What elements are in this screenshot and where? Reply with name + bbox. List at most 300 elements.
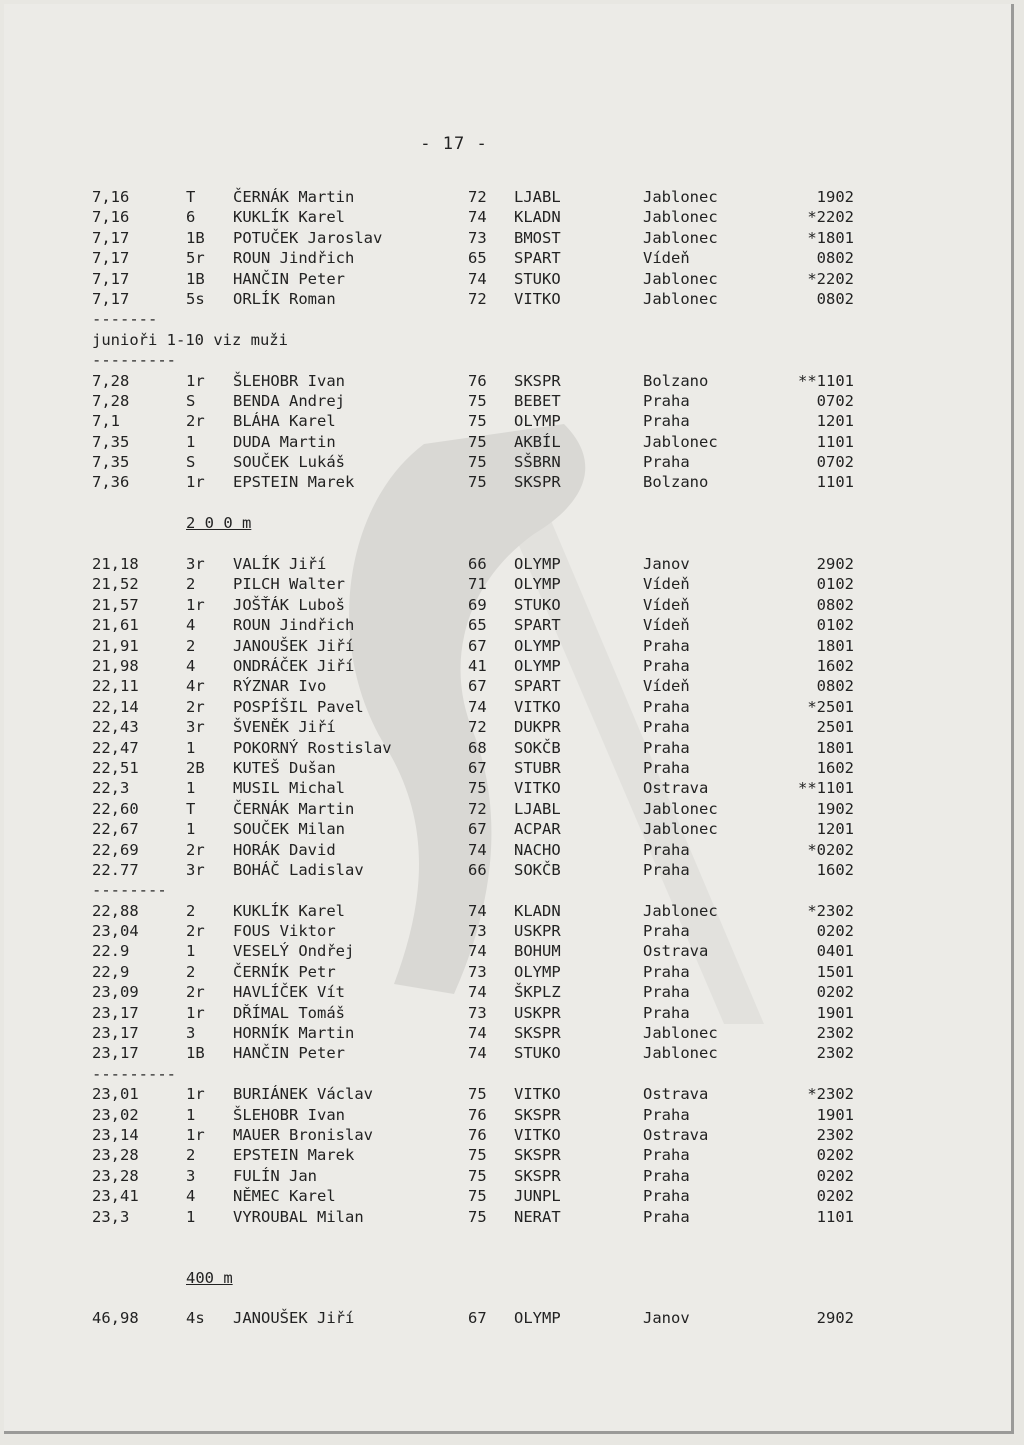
meet-city: Vídeň xyxy=(643,616,690,635)
athlete-name: ČERNÁK Martin xyxy=(233,799,355,818)
spacer xyxy=(92,1247,862,1267)
meet-city: Praha xyxy=(643,636,690,655)
athlete-name: SOUČEK Lukáš xyxy=(233,453,345,472)
meet-date: *2501 xyxy=(807,697,854,716)
meet-city: Jablonec xyxy=(643,269,718,288)
result-place: 1r xyxy=(186,595,205,614)
meet-city: Vídeň xyxy=(643,595,690,614)
birth-year: 73 xyxy=(468,228,487,247)
meet-city: Jablonec xyxy=(643,188,718,206)
athlete-name: VALÍK Jiří xyxy=(233,555,327,574)
birth-year: 72 xyxy=(468,188,487,206)
result-row xyxy=(92,1084,862,1104)
meet-city: Praha xyxy=(643,1166,690,1185)
result-place: 4 xyxy=(186,656,196,675)
meet-city: Praha xyxy=(643,758,690,777)
result-row xyxy=(92,1186,862,1206)
birth-year: 74 xyxy=(468,840,487,859)
club-code: KLADN xyxy=(514,901,561,920)
result-row xyxy=(92,269,862,289)
birth-year: 75 xyxy=(468,412,487,431)
athlete-name: PILCH Walter xyxy=(233,575,345,594)
meet-city: Praha xyxy=(643,391,690,410)
meet-city: Ostrava xyxy=(643,1125,709,1144)
result-place: 2 xyxy=(186,575,196,594)
birth-year: 66 xyxy=(468,860,487,879)
club-code: OLYMP xyxy=(514,412,561,431)
result-row xyxy=(92,615,862,635)
result-place: 2r xyxy=(186,922,205,941)
result-place: T xyxy=(186,188,196,206)
birth-year: 74 xyxy=(468,208,487,227)
result-place: 4 xyxy=(186,1187,196,1206)
result-row xyxy=(92,738,862,758)
meet-date: 1801 xyxy=(816,738,854,757)
meet-date: 2302 xyxy=(816,1024,854,1043)
result-row xyxy=(92,901,862,921)
result-time: 23,01 xyxy=(92,1085,139,1104)
result-place: 1r xyxy=(186,371,205,390)
birth-year: 68 xyxy=(468,738,487,757)
result-place: 2r xyxy=(186,412,205,431)
athlete-name: JOŠŤÁK Luboš xyxy=(233,595,345,614)
result-row xyxy=(92,921,862,941)
athlete-name: KUKLÍK Karel xyxy=(233,901,345,920)
result-time: 22.77 xyxy=(92,860,139,879)
result-row xyxy=(92,941,862,961)
meet-date: 1101 xyxy=(816,432,854,451)
dash-separator: --------- xyxy=(92,1064,176,1083)
meet-city: Jablonec xyxy=(643,1044,718,1063)
result-time: 23,02 xyxy=(92,1105,139,1124)
meet-date: 0802 xyxy=(816,677,854,696)
result-place: 6 xyxy=(186,208,196,227)
result-row xyxy=(92,697,862,717)
result-place: 2B xyxy=(186,758,205,777)
athlete-name: VYROUBAL Milan xyxy=(233,1207,364,1226)
meet-date: 2302 xyxy=(816,1125,854,1144)
meet-city: Praha xyxy=(643,1187,690,1206)
result-time: 22,51 xyxy=(92,758,139,777)
result-place: 2 xyxy=(186,962,196,981)
result-time: 22.9 xyxy=(92,942,130,961)
athlete-name: JANOUŠEK Jiří xyxy=(233,636,355,655)
result-place: 1r xyxy=(186,1003,205,1022)
birth-year: 73 xyxy=(468,922,487,941)
meet-date: 1101 xyxy=(816,473,854,492)
result-place: 1 xyxy=(186,942,196,961)
meet-date: 1501 xyxy=(816,962,854,981)
result-place: 4s xyxy=(186,1309,205,1328)
result-time: 21,18 xyxy=(92,555,139,574)
result-row xyxy=(92,207,862,227)
athlete-name: ONDRÁČEK Jiří xyxy=(233,656,355,675)
result-place: 1B xyxy=(186,228,205,247)
club-code: SPART xyxy=(514,677,561,696)
club-code: OLYMP xyxy=(514,656,561,675)
athlete-name: POKORNÝ Rostislav xyxy=(233,738,392,757)
club-code: ACPAR xyxy=(514,820,561,839)
meet-city: Jablonec xyxy=(643,799,718,818)
result-time: 46,98 xyxy=(92,1309,139,1328)
results-list xyxy=(92,187,862,1329)
birth-year: 66 xyxy=(468,555,487,574)
meet-city: Vídeň xyxy=(643,677,690,696)
birth-year: 72 xyxy=(468,718,487,737)
result-place: 1 xyxy=(186,738,196,757)
birth-year: 69 xyxy=(468,595,487,614)
athlete-name: POTUČEK Jaroslav xyxy=(233,228,383,247)
meet-city: Praha xyxy=(643,1105,690,1124)
meet-date: 0102 xyxy=(816,616,854,635)
meet-date: 1101 xyxy=(816,1207,854,1226)
result-time: 22,60 xyxy=(92,799,139,818)
result-row xyxy=(92,1003,862,1023)
club-code: VITKO xyxy=(514,779,561,798)
birth-year: 73 xyxy=(468,1003,487,1022)
meet-city: Praha xyxy=(643,738,690,757)
result-row xyxy=(92,860,862,880)
club-code: OLYMP xyxy=(514,636,561,655)
result-row xyxy=(92,962,862,982)
result-row xyxy=(92,1308,862,1328)
athlete-name: HORÁK David xyxy=(233,840,336,859)
birth-year: 71 xyxy=(468,575,487,594)
result-place: T xyxy=(186,799,196,818)
result-place: 5s xyxy=(186,289,205,308)
meet-date: 1902 xyxy=(816,799,854,818)
result-place: 3r xyxy=(186,860,205,879)
result-row xyxy=(92,778,862,798)
birth-year: 41 xyxy=(468,656,487,675)
meet-city: Janov xyxy=(643,555,690,574)
result-row xyxy=(92,574,862,594)
birth-year: 74 xyxy=(468,269,487,288)
result-row xyxy=(92,1043,862,1063)
result-time: 7,17 xyxy=(92,249,130,268)
meet-date: 2501 xyxy=(816,718,854,737)
result-row xyxy=(92,982,862,1002)
meet-date: 2902 xyxy=(816,1309,854,1328)
meet-date: 0202 xyxy=(816,983,854,1002)
meet-city: Jablonec xyxy=(643,289,718,308)
meet-date: 0202 xyxy=(816,1166,854,1185)
result-time: 21,61 xyxy=(92,616,139,635)
club-code: VITKO xyxy=(514,1125,561,1144)
club-code: OLYMP xyxy=(514,962,561,981)
meet-date: 1201 xyxy=(816,820,854,839)
birth-year: 67 xyxy=(468,820,487,839)
result-time: 21,98 xyxy=(92,656,139,675)
result-place: 2 xyxy=(186,636,196,655)
meet-date: 0102 xyxy=(816,575,854,594)
result-place: 4 xyxy=(186,616,196,635)
meet-city: Jablonec xyxy=(643,208,718,227)
club-code: BOHUM xyxy=(514,942,561,961)
club-code: SPART xyxy=(514,616,561,635)
meet-date: 1901 xyxy=(816,1105,854,1124)
result-place: 4r xyxy=(186,677,205,696)
meet-date: 0802 xyxy=(816,595,854,614)
athlete-name: RÝZNAR Ivo xyxy=(233,677,327,696)
result-time: 22,69 xyxy=(92,840,139,859)
result-place: 3r xyxy=(186,718,205,737)
club-code: SOKČB xyxy=(514,738,561,757)
section-note: junioři 1-10 viz muži xyxy=(92,330,288,349)
result-time: 23,14 xyxy=(92,1125,139,1144)
document-page xyxy=(4,4,1014,1434)
meet-date: 1801 xyxy=(816,636,854,655)
meet-date: 0802 xyxy=(816,249,854,268)
result-row xyxy=(92,187,862,207)
club-code: STUKO xyxy=(514,269,561,288)
result-place: 1r xyxy=(186,473,205,492)
result-place: 1r xyxy=(186,1085,205,1104)
club-code: STUKO xyxy=(514,1044,561,1063)
result-place: 2r xyxy=(186,840,205,859)
club-code: JUNPL xyxy=(514,1187,561,1206)
birth-year: 76 xyxy=(468,371,487,390)
club-code: AKBÍL xyxy=(514,432,561,451)
result-row xyxy=(92,472,862,492)
meet-date: 1201 xyxy=(816,412,854,431)
birth-year: 75 xyxy=(468,1187,487,1206)
birth-year: 75 xyxy=(468,432,487,451)
result-place: 2r xyxy=(186,697,205,716)
meet-city: Praha xyxy=(643,962,690,981)
result-row xyxy=(92,595,862,615)
club-code: SŠBRN xyxy=(514,453,561,472)
spacer xyxy=(92,493,862,513)
meet-city: Praha xyxy=(643,1146,690,1165)
athlete-name: HANČIN Peter xyxy=(233,1044,345,1063)
birth-year: 73 xyxy=(468,962,487,981)
result-time: 22,67 xyxy=(92,820,139,839)
meet-date: 1901 xyxy=(816,1003,854,1022)
result-place: 1 xyxy=(186,820,196,839)
birth-year: 75 xyxy=(468,453,487,472)
result-place: 1 xyxy=(186,1207,196,1226)
athlete-name: EPSTEIN Marek xyxy=(233,473,355,492)
result-row xyxy=(92,371,862,391)
meet-date: **1101 xyxy=(798,779,854,798)
meet-date: 0202 xyxy=(816,922,854,941)
result-time: 22,47 xyxy=(92,738,139,757)
club-code: BMOST xyxy=(514,228,561,247)
athlete-name: MAUER Bronislav xyxy=(233,1125,373,1144)
dash-separator: --------- xyxy=(92,351,176,370)
athlete-name: DUDA Martin xyxy=(233,432,336,451)
club-code: STUKO xyxy=(514,595,561,614)
athlete-name: VESELÝ Ondřej xyxy=(233,942,355,961)
athlete-name: BURIÁNEK Václav xyxy=(233,1085,373,1104)
athlete-name: BLÁHA Karel xyxy=(233,412,336,431)
result-row xyxy=(92,799,862,819)
club-code: NACHO xyxy=(514,840,561,859)
athlete-name: ŠLEHOBR Ivan xyxy=(233,371,345,390)
page-number: - 17 - xyxy=(420,134,488,154)
result-row xyxy=(92,676,862,696)
birth-year: 74 xyxy=(468,983,487,1002)
result-time: 7,17 xyxy=(92,289,130,308)
meet-date: 1602 xyxy=(816,860,854,879)
athlete-name: ČERNÁK Martin xyxy=(233,188,355,206)
meet-city: Ostrava xyxy=(643,942,709,961)
result-place: 2r xyxy=(186,983,205,1002)
result-row xyxy=(92,391,862,411)
meet-city: Ostrava xyxy=(643,779,709,798)
result-time: 23,09 xyxy=(92,983,139,1002)
club-code: NERAT xyxy=(514,1207,561,1226)
result-row xyxy=(92,840,862,860)
result-time: 23,17 xyxy=(92,1024,139,1043)
meet-date: 1602 xyxy=(816,656,854,675)
birth-year: 67 xyxy=(468,636,487,655)
birth-year: 75 xyxy=(468,1146,487,1165)
meet-date: *2302 xyxy=(807,1085,854,1104)
birth-year: 76 xyxy=(468,1105,487,1124)
athlete-name: FOUS Viktor xyxy=(233,922,336,941)
result-time: 22,9 xyxy=(92,962,130,981)
athlete-name: EPSTEIN Marek xyxy=(233,1146,355,1165)
birth-year: 75 xyxy=(468,391,487,410)
meet-city: Praha xyxy=(643,718,690,737)
result-time: 7,35 xyxy=(92,432,130,451)
athlete-name: ČERNÍK Petr xyxy=(233,962,336,981)
birth-year: 74 xyxy=(468,697,487,716)
result-place: 1 xyxy=(186,432,196,451)
result-time: 7,28 xyxy=(92,371,130,390)
club-code: VITKO xyxy=(514,697,561,716)
birth-year: 67 xyxy=(468,677,487,696)
meet-city: Praha xyxy=(643,983,690,1002)
result-row xyxy=(92,1166,862,1186)
athlete-name: ORLÍK Roman xyxy=(233,289,336,308)
meet-date: 0202 xyxy=(816,1146,854,1165)
result-row xyxy=(92,656,862,676)
club-code: USKPR xyxy=(514,1003,561,1022)
club-code: SKSPR xyxy=(514,1146,561,1165)
club-code: SKSPR xyxy=(514,371,561,390)
birth-year: 65 xyxy=(468,616,487,635)
athlete-name: HAVLÍČEK Vít xyxy=(233,983,345,1002)
birth-year: 75 xyxy=(468,1166,487,1185)
result-row xyxy=(92,1145,862,1165)
meet-city: Bolzano xyxy=(643,473,709,492)
meet-city: Praha xyxy=(643,453,690,472)
meet-city: Praha xyxy=(643,697,690,716)
meet-city: Bolzano xyxy=(643,371,709,390)
meet-city: Praha xyxy=(643,1207,690,1226)
athlete-name: ROUN Jindřich xyxy=(233,616,355,635)
meet-date: *1801 xyxy=(807,228,854,247)
meet-date: **1101 xyxy=(798,371,854,390)
athlete-name: NĚMEC Karel xyxy=(233,1187,336,1206)
birth-year: 76 xyxy=(468,1125,487,1144)
birth-year: 72 xyxy=(468,289,487,308)
meet-date: *2202 xyxy=(807,208,854,227)
result-time: 7,1 xyxy=(92,412,120,431)
spacer xyxy=(92,1288,862,1308)
meet-city: Jablonec xyxy=(643,820,718,839)
birth-year: 74 xyxy=(468,942,487,961)
club-code: SKSPR xyxy=(514,1024,561,1043)
result-time: 23,17 xyxy=(92,1003,139,1022)
result-time: 22,43 xyxy=(92,718,139,737)
result-time: 21,57 xyxy=(92,595,139,614)
result-row xyxy=(92,248,862,268)
athlete-name: KUKLÍK Karel xyxy=(233,208,345,227)
birth-year: 67 xyxy=(468,1309,487,1328)
club-code: ŠKPLZ xyxy=(514,983,561,1002)
meet-city: Praha xyxy=(643,840,690,859)
athlete-name: BENDA Andrej xyxy=(233,391,345,410)
result-row xyxy=(92,717,862,737)
meet-date: 0802 xyxy=(816,289,854,308)
meet-date: 0702 xyxy=(816,391,854,410)
result-time: 7,17 xyxy=(92,269,130,288)
meet-city: Praha xyxy=(643,412,690,431)
meet-city: Vídeň xyxy=(643,575,690,594)
result-row xyxy=(92,819,862,839)
club-code: VITKO xyxy=(514,289,561,308)
birth-year: 67 xyxy=(468,758,487,777)
result-place: 2 xyxy=(186,901,196,920)
result-time: 7,16 xyxy=(92,188,130,206)
result-place: 2 xyxy=(186,1146,196,1165)
result-place: 3r xyxy=(186,555,205,574)
club-code: SOKČB xyxy=(514,860,561,879)
meet-city: Jablonec xyxy=(643,901,718,920)
result-time: 22,14 xyxy=(92,697,139,716)
result-time: 7,17 xyxy=(92,228,130,247)
athlete-name: POSPÍŠIL Pavel xyxy=(233,697,364,716)
result-time: 23,41 xyxy=(92,1187,139,1206)
meet-date: *0202 xyxy=(807,840,854,859)
meet-date: 1602 xyxy=(816,758,854,777)
birth-year: 74 xyxy=(468,901,487,920)
result-row xyxy=(92,228,862,248)
result-row xyxy=(92,411,862,431)
meet-city: Praha xyxy=(643,656,690,675)
birth-year: 74 xyxy=(468,1024,487,1043)
meet-date: 1902 xyxy=(816,188,854,206)
result-row xyxy=(92,289,862,309)
result-time: 7,35 xyxy=(92,453,130,472)
result-row xyxy=(92,432,862,452)
athlete-name: DŘÍMAL Tomáš xyxy=(233,1003,345,1022)
result-time: 23,3 xyxy=(92,1207,130,1226)
athlete-name: ŠVENĚK Jiří xyxy=(233,718,336,737)
dash-separator: ------- xyxy=(92,310,158,329)
result-place: 1 xyxy=(186,779,196,798)
birth-year: 75 xyxy=(468,473,487,492)
club-code: SKSPR xyxy=(514,473,561,492)
result-time: 22,88 xyxy=(92,901,139,920)
athlete-name: JANOUŠEK Jiří xyxy=(233,1309,355,1328)
result-place: S xyxy=(186,391,196,410)
athlete-name: BOHÁČ Ladislav xyxy=(233,860,364,879)
result-place: 1r xyxy=(186,1125,205,1144)
meet-date: 0401 xyxy=(816,942,854,961)
athlete-name: MUSIL Michal xyxy=(233,779,345,798)
result-place: 1 xyxy=(186,1105,196,1124)
meet-date: 0202 xyxy=(816,1187,854,1206)
club-code: LJABL xyxy=(514,188,561,206)
meet-date: 2302 xyxy=(816,1044,854,1063)
athlete-name: SOUČEK Milan xyxy=(233,820,345,839)
result-place: 3 xyxy=(186,1166,196,1185)
